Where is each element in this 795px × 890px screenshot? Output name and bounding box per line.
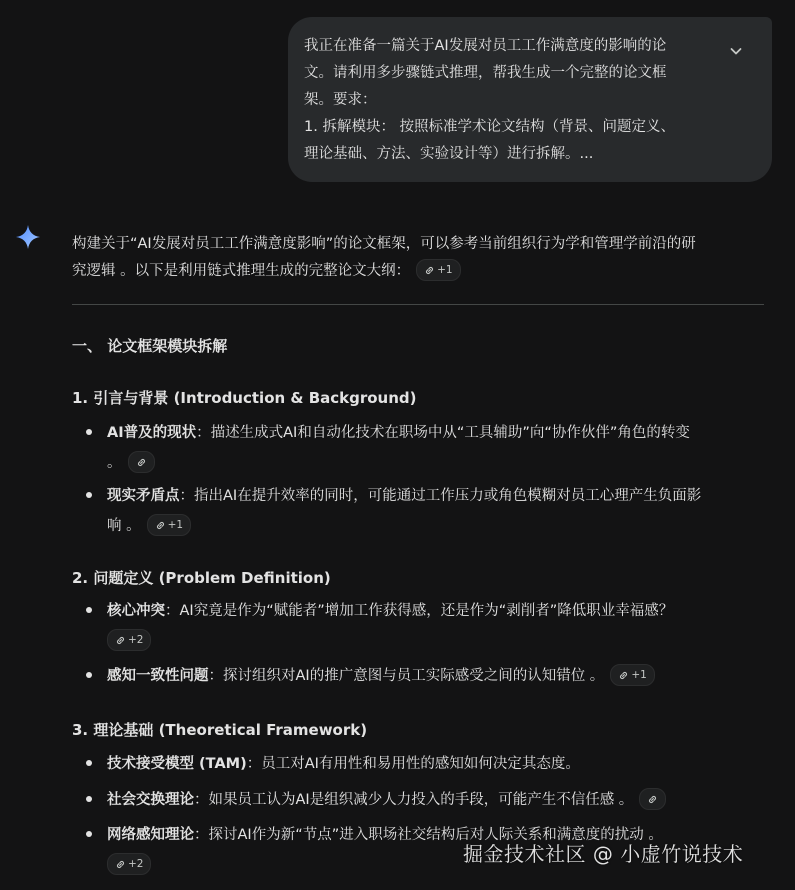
bullet-text: 响 。 (107, 518, 141, 534)
citation-chip[interactable] (107, 853, 151, 875)
bullet-line (72, 481, 762, 511)
bullet-dot (86, 760, 92, 766)
intro-line-text: 究逻辑 。以下是利用链式推理生成的完整论文大纲： (72, 263, 411, 279)
bullet-text: ：描述生成式AI和自动化技术在职场中从“工具辅助”向“协作伙伴”角色的转变 (196, 425, 690, 441)
intro-line (72, 258, 772, 285)
link-icon (115, 859, 126, 870)
bullet-text: ：如果员工认为AI是组织减少人力投入的手段，可能产生不信任感 。 (194, 792, 634, 808)
citation-count: +1 (437, 263, 453, 276)
sparkle-icon (14, 223, 42, 251)
bullet-line (72, 596, 762, 626)
intro-line: 构建关于“AI发展对员工工作满意度影响”的论文框架，可以参考当前组织行为学和管理学前沿的研 (72, 236, 696, 252)
bullet-dot (86, 607, 92, 613)
bullet-term: 核心冲突 (107, 603, 165, 619)
user-message-line: 1. 拆解模块： 按照标准学术论文结构（背景、问题定义、 (304, 119, 676, 135)
bullet-dot (86, 429, 92, 435)
bullet-dot (86, 672, 92, 678)
bullet-text: ：员工对AI有用性和易用性的感知如何决定其态度。 (246, 756, 580, 772)
bullet-line (72, 661, 762, 691)
section-heading: 3. 理论基础 (Theoretical Framework) (72, 721, 368, 739)
watermark: 掘金技术社区 @ 小虚竹说技术 (463, 842, 744, 866)
bullet-dot (86, 492, 92, 498)
list-item (72, 785, 762, 815)
answer-intro (72, 231, 772, 285)
link-icon (618, 670, 629, 681)
citation-chip[interactable] (147, 514, 191, 536)
user-message-line: 文。请利用多步骤链式推理，帮我生成一个完整的论文框 (304, 65, 667, 81)
bullet-line (72, 418, 762, 448)
bullet-text: ：指出AI在提升效率的同时，可能通过工作压力或角色模糊对员工心理产生负面影 (179, 488, 702, 504)
bullet-line (72, 511, 762, 541)
bullet-term: 网络感知理论 (107, 827, 194, 843)
main-heading: 一、 论文框架模块拆解 (72, 337, 228, 355)
user-message-line: 架。要求： (304, 92, 377, 108)
list-item (72, 481, 762, 541)
bullet-line (72, 626, 762, 656)
citation-chip[interactable] (610, 664, 654, 686)
user-message-bubble (288, 17, 772, 182)
list-item (72, 749, 762, 779)
link-icon (424, 265, 435, 276)
bullet-dot (86, 831, 92, 837)
bullet-text: 。 (107, 455, 122, 471)
bullet-text: ：探讨AI作为新“节点”进入职场社交结构后对人际关系和满意度的扰动 。 (194, 827, 663, 843)
bullet-line (72, 448, 762, 478)
section-heading: 2. 问题定义 (Problem Definition) (72, 569, 331, 587)
divider (72, 304, 764, 305)
citation-count: +1 (167, 519, 184, 531)
list-item (72, 418, 762, 478)
bullet-line (72, 785, 762, 815)
user-message-line: 我正在准备一篇关于AI发展对员工工作满意度的影响的论 (304, 38, 667, 54)
bullet-line (72, 749, 762, 779)
list-item (72, 596, 762, 656)
link-icon (647, 794, 658, 805)
user-message-line: 理论基础、方法、实验设计等）进行拆解。... (304, 146, 594, 162)
bullet-text: ：AI究竟是作为“赋能者”增加工作获得感，还是作为“剥削者”降低职业幸福感？ (165, 603, 674, 619)
chevron-down-icon (729, 44, 743, 58)
citation-chip[interactable] (416, 259, 460, 281)
citation-chip[interactable] (639, 788, 666, 810)
bullet-term: 技术接受模型 (TAM) (107, 756, 247, 772)
citation-count: +1 (631, 669, 647, 681)
bullet-term: 现实矛盾点 (107, 488, 180, 504)
link-icon (115, 635, 126, 646)
citation-chip[interactable] (107, 629, 151, 651)
section-heading: 1. 引言与背景 (Introduction & Background) (72, 389, 417, 407)
bullet-term: 感知一致性问题 (107, 668, 209, 684)
bullet-dot (86, 796, 92, 802)
link-icon (155, 520, 166, 531)
bullet-text: ：探讨组织对AI的推广意图与员工实际感受之间的认知错位 。 (208, 668, 605, 684)
link-icon (136, 457, 147, 468)
list-item (72, 661, 762, 691)
expand-message-button[interactable] (724, 39, 748, 63)
citation-chip[interactable] (128, 451, 155, 473)
citation-count: +2 (128, 858, 144, 870)
citation-count: +2 (128, 634, 144, 646)
bullet-term: 社会交换理论 (107, 792, 194, 808)
bullet-term: AI普及的现状 (107, 425, 197, 441)
